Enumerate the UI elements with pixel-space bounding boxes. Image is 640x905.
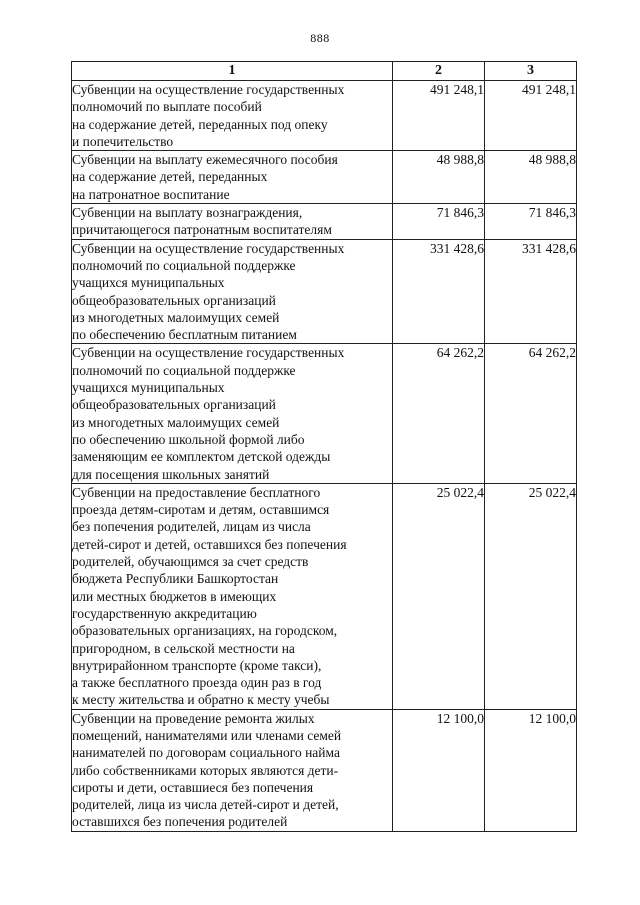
amount-col3: 12 100,0 bbox=[485, 709, 577, 831]
description-line: без попечения родителей, лицам из числа bbox=[72, 519, 311, 535]
row-description bbox=[72, 344, 393, 483]
description-line: сироты и дети, оставшиеся без попечения bbox=[72, 779, 314, 795]
amount-col3: 71 846,3 bbox=[485, 204, 577, 240]
description-line: по обеспечению школьной формой либо bbox=[72, 431, 305, 447]
description-line: для посещения школьных занятий bbox=[72, 466, 270, 482]
description-line: Субвенции на осуществление государственных bbox=[72, 240, 345, 256]
amount-col2: 491 248,1 bbox=[393, 81, 485, 151]
description-line: полномочий по социальной поддержке bbox=[72, 257, 296, 273]
row-description bbox=[72, 204, 393, 240]
amount-col3: 331 428,6 bbox=[485, 239, 577, 344]
description-line: родителей, обучающимся за счет средств bbox=[72, 554, 309, 570]
row-description bbox=[72, 483, 393, 709]
column-header-3: 3 bbox=[485, 62, 577, 81]
description-line: и попечительство bbox=[72, 133, 174, 149]
description-line: Субвенции на выплату ежемесячного пособия bbox=[72, 152, 338, 168]
description-line: Субвенции на выплату вознаграждения, bbox=[72, 205, 303, 221]
amount-col2: 331 428,6 bbox=[393, 239, 485, 344]
table-row bbox=[72, 151, 577, 204]
description-line: либо собственниками которых являются дети- bbox=[72, 762, 339, 778]
description-line: государственную аккредитацию bbox=[72, 605, 257, 621]
amount-col2: 12 100,0 bbox=[393, 709, 485, 831]
description-line: образовательных организациях, на городском, bbox=[72, 623, 338, 639]
description-line: бюджета Республики Башкортостан bbox=[72, 571, 279, 587]
description-line: на содержание детей, переданных bbox=[72, 169, 268, 185]
description-line: пригородном, в сельской местности на bbox=[72, 640, 295, 656]
description-line: общеобразовательных организаций bbox=[72, 292, 276, 308]
description-line: к месту жительства и обратно к месту учебы bbox=[72, 692, 330, 708]
description-line: или местных бюджетов в имеющих bbox=[72, 588, 277, 604]
column-header-2: 2 bbox=[393, 62, 485, 81]
description-line: Субвенции на осуществление государственных bbox=[72, 345, 345, 361]
table-body bbox=[72, 81, 577, 832]
subventions-table bbox=[71, 61, 577, 832]
table-row bbox=[72, 344, 577, 483]
table-row bbox=[72, 81, 577, 151]
column-header-1: 1 bbox=[72, 62, 393, 81]
description-line: из многодетных малоимущих семей bbox=[72, 414, 280, 430]
description-line: полномочий по выплате пособий bbox=[72, 99, 262, 115]
amount-col3: 491 248,1 bbox=[485, 81, 577, 151]
description-line: учащихся муниципальных bbox=[72, 275, 225, 291]
row-description bbox=[72, 81, 393, 151]
description-line: Субвенции на предоставление бесплатного bbox=[72, 484, 321, 500]
amount-col3: 64 262,2 bbox=[485, 344, 577, 483]
amount-col2: 71 846,3 bbox=[393, 204, 485, 240]
description-line: внутрирайонном транспорте (кроме такси), bbox=[72, 657, 322, 673]
table-row bbox=[72, 483, 577, 709]
amount-col2: 48 988,8 bbox=[393, 151, 485, 204]
amount-col2: 25 022,4 bbox=[393, 483, 485, 709]
page-number: 888 bbox=[310, 31, 330, 45]
header-row bbox=[72, 62, 577, 81]
description-line: а также бесплатного проезда один раз в год bbox=[72, 675, 322, 691]
description-line: полномочий по социальной поддержке bbox=[72, 362, 296, 378]
description-line: заменяющим ее комплектом детской одежды bbox=[72, 449, 331, 465]
description-line: на патронатное воспитание bbox=[72, 186, 230, 202]
table-row bbox=[72, 709, 577, 831]
description-line: оставшихся без попечения родителей bbox=[72, 814, 288, 830]
table-row bbox=[72, 239, 577, 344]
description-line: Субвенции на проведение ремонта жилых bbox=[72, 710, 315, 726]
amount-col3: 48 988,8 bbox=[485, 151, 577, 204]
description-line: из многодетных малоимущих семей bbox=[72, 309, 280, 325]
description-line: родителей, лица из числа детей-сирот и детей, bbox=[72, 797, 339, 813]
description-line: учащихся муниципальных bbox=[72, 380, 225, 396]
amount-col3: 25 022,4 bbox=[485, 483, 577, 709]
description-line: помещений, нанимателями или членами семей bbox=[72, 727, 342, 743]
table-row bbox=[72, 204, 577, 240]
description-line: причитающегося патронатным воспитателям bbox=[72, 222, 332, 238]
row-description bbox=[72, 151, 393, 204]
description-line: Субвенции на осуществление государственных bbox=[72, 82, 345, 97]
description-line: общеобразовательных организаций bbox=[72, 397, 276, 413]
description-line: детей-сирот и детей, оставшихся без попечения bbox=[72, 536, 347, 552]
amount-col2: 64 262,2 bbox=[393, 344, 485, 483]
description-line: проезда детям-сиротам и детям, оставшимся bbox=[72, 502, 330, 518]
description-line: по обеспечению бесплатным питанием bbox=[72, 327, 297, 343]
description-line: на содержание детей, переданных под опеку bbox=[72, 116, 328, 132]
row-description bbox=[72, 709, 393, 831]
description-line: нанимателей по договорам социального найма bbox=[72, 745, 340, 761]
row-description bbox=[72, 239, 393, 344]
